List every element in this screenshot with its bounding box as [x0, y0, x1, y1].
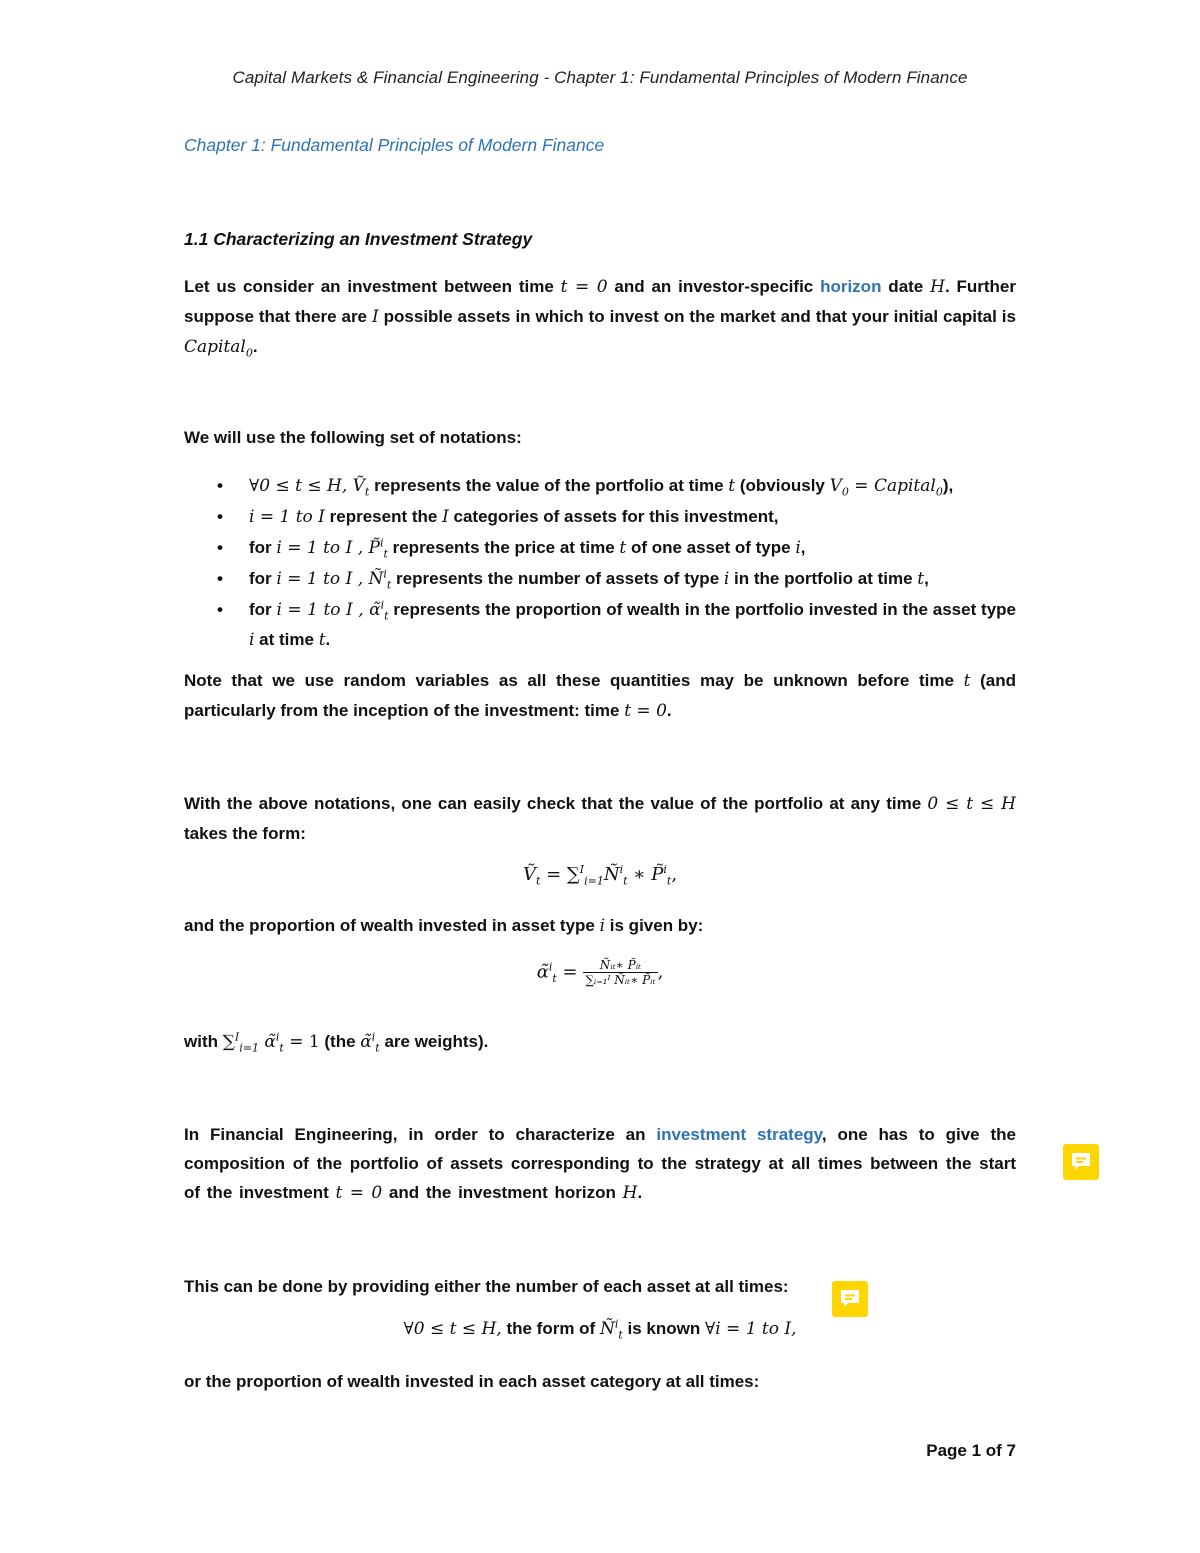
investment-strategy-term[interactable]: investment strategy [656, 1125, 822, 1144]
random-variables-note: Note that we use random variables as all these quantities may be unknown before time t (and particularly from the inception of the investment: time t = 0. [184, 671, 1016, 721]
weights-sum-line: with ∑$^I_{i=1}$ α̃$^i_t$ = 1 (the α̃$^i_t$ are weights). [184, 1030, 489, 1055]
either-paragraph: This can be done by providing either the number of each asset at all times: [184, 1277, 789, 1296]
portfolio-value-paragraph: With the above notations, one can easily check that the value of the portfolio at any time 0 ≤ t ≤ H takes the form: [184, 794, 1016, 843]
list-item: • i = 1 to I represent the I categories of assets for this investment, [217, 507, 779, 527]
proportion-paragraph: and the proportion of wealth invested in asset type i is given by: [184, 916, 704, 936]
notation-list [184, 471, 1016, 656]
horizon-term[interactable]: horizon [820, 277, 882, 296]
page-number: Page 1 of 7 [926, 1441, 1016, 1460]
weight-formula: α̃$^i_t$ = $\frac{\text{Ñᵢₜ∗ P̃ᵢₜ}}{\text{∑ᵢ₌₁ᴵ Ñᵢₜ∗ P̃ᵢₜ}}$ , [536, 958, 664, 987]
list-item: • for i = 1 to I , α̃$^i_t$ represents the proportion of wealth in the portfolio invested in the asset type i at time t. [217, 598, 1017, 650]
list-item: • for i = 1 to I , $Ñ^i_t$ represents the number of assets of type i in the portfolio at time t, [217, 567, 929, 592]
chapter-title: Chapter 1: Fundamental Principles of Modern Finance [184, 135, 605, 155]
section-title: 1.1 Characterizing an Investment Strategy [184, 229, 533, 249]
running-header: Capital Markets & Financial Engineering - Chapter 1: Fundamental Principles of Modern Finance [232, 68, 968, 87]
comment-button[interactable] [1063, 1144, 1099, 1180]
weight-fraction: $\frac{\text{Ñᵢₜ∗ P̃ᵢₜ}}{\text{∑ᵢ₌₁ᴵ Ñᵢₜ∗ P̃ᵢₜ}}$ [585, 958, 656, 987]
or-proportion-paragraph: or the proportion of wealth invested in each asset category at all times: [184, 1372, 760, 1391]
list-item: • ∀0 ≤ t ≤ H, Ṽ$_t$ represents the value of the portfolio at time t (obviously $V_0$ = Capital$_0$), [217, 476, 954, 499]
comment-button[interactable] [832, 1281, 868, 1317]
investment-strategy-paragraph: In Financial Engineering, in order to characterize an investment strategy, one has to give the composition of the portfolio of assets corresponding to the strategy at all times between the start of the investment t = 0 and the investment horizon H. [184, 1125, 1016, 1203]
comment-icon [1070, 1152, 1092, 1172]
comment-icon [839, 1289, 861, 1309]
intro-paragraph: Let us consider an investment between time t = 0 and an investor-specific horizon date H. Further suppose that there are I possible assets in which to invest on the market and that your initial capital is Capital$_0$. [184, 277, 1016, 360]
number-of-assets-formula: ∀0 ≤ t ≤ H, the form of $Ñ^i_t$ is known ∀i = 1 to I, [403, 1317, 797, 1342]
list-item: • for i = 1 to I , P̃$^i_t$ represents the price at time t of one asset of type i, [217, 536, 806, 561]
portfolio-value-formula: Ṽ$_t$ = $\sum^I_{i=1}Ñ^i_t$ ∗ P̃$^i_t$, [522, 863, 678, 888]
notation-intro: We will use the following set of notations: [184, 428, 522, 447]
